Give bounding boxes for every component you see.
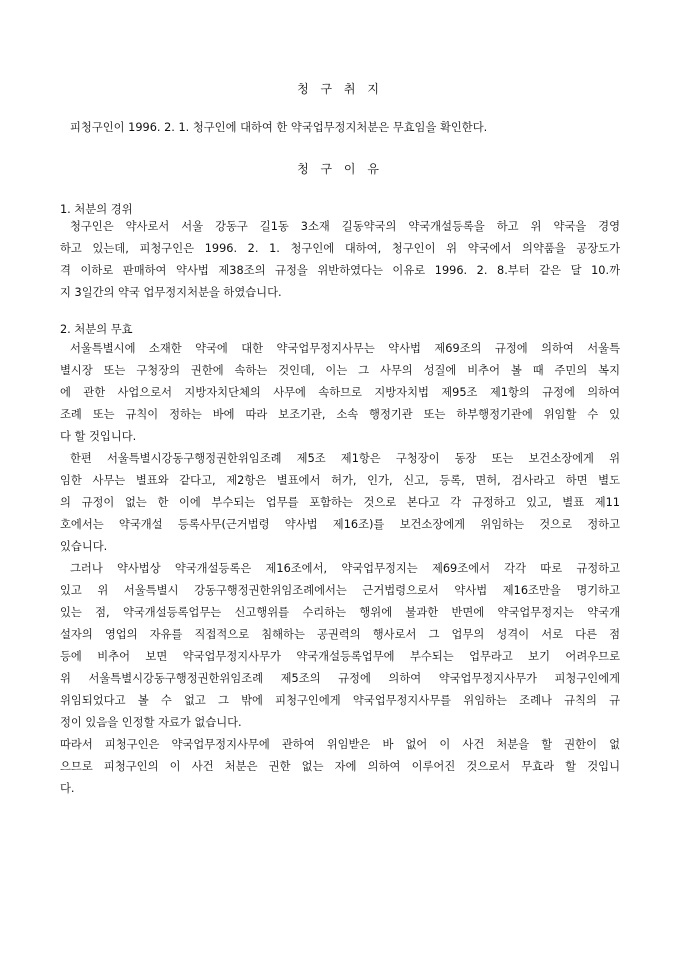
claim-purpose-heading: 청 구 취 지: [297, 82, 383, 96]
claim-reason-heading: 청 구 이 유: [297, 162, 383, 176]
section2-line: 위임되었다고 볼 수 없고 그 밖에 피청구인에게 약국업무정지사무를 위임하는 조례나 규칙의 규: [60, 694, 620, 707]
section2-line: 조례 또는 규칙이 정하는 바에 따라 보조기관, 소속 행정기관 또는 하부행정기관에 위임할 수 있: [60, 408, 620, 421]
section2-line: 있습니다.: [60, 540, 108, 553]
section2-line: 있는 점, 약국개설등록업무는 신고행위를 수리하는 행위에 불과한 반면에 약국업무정지는 약국개: [60, 606, 620, 619]
section2-line: 있고 위 서울특별시 강동구행정권한위임조례에서는 근거법령으로서 약사법 제16조만을 명기하고: [60, 584, 620, 597]
section1-title: 1. 처분의 경위: [60, 203, 133, 216]
section1-line: 하고 있는데, 피청구인은 1996. 2. 1. 청구인에 대하여, 청구인이 위 약국에서 의약품을 공장도가: [60, 242, 620, 255]
section2-line: 서울특별시에 소재한 약국에 대한 약국업무정지사무는 약사법 제69조의 규정에 의하여 서울특: [70, 342, 620, 355]
section2-line: 다.: [60, 782, 75, 795]
section2-line: 정이 있음을 인정할 자료가 없습니다.: [60, 716, 242, 729]
section1-line: 청구인은 약사로서 서울 강동구 길1동 3소재 길동약국의 약국개설등록을 하고 위 약국을 경영: [70, 220, 620, 233]
section2-line: 따라서 피청구인은 약국업무정지사무에 관하여 위임받은 바 없어 이 사건 처분을 할 권한이 없: [60, 738, 620, 751]
section2-line: 호에서는 약국개설 등록사무(근거법령 약사법 제16조)를 보건소장에게 위임하는 것으로 정하고: [60, 518, 620, 531]
section2-line: 위 서울특별시강동구행정권한위임조례 제5조의 규정에 의하여 약국업무정지사무가 피청구인에게: [60, 672, 620, 685]
section1-line: 격 이하로 판매하여 약사법 제38조의 규정을 위반하였다는 이유로 1996. 2. 8.부터 같은 달 10.까: [60, 264, 620, 277]
section2-line: 한편 서울특별시강동구행정권한위임조례 제5조 제1항은 구청장이 동장 또는 보건소장에게 위: [70, 452, 620, 465]
section2-line: 의 규정이 없는 한 이에 부수되는 업무를 포함하는 것으로 본다고 각 규정하고 있고, 별표 제11: [60, 496, 620, 509]
section2-line: 으므로 피청구인의 이 사건 처분은 권한 없는 자에 의하여 이루어진 것으로서 무효라 할 것입니: [60, 760, 620, 773]
claim-purpose-text: 피청구인이 1996. 2. 1. 청구인에 대하여 한 약국업무정지처분은 무효임을 확인한다.: [70, 121, 488, 134]
section2-line: 다 할 것입니다.: [60, 430, 137, 443]
section2-line: 설자의 영업의 자유를 직접적으로 침해하는 공권력의 행사로서 그 업무의 성격이 서로 다른 점: [60, 628, 620, 641]
section2-line: 임한 사무는 별표와 같다고, 제2항은 별표에서 허가, 인가, 신고, 등록, 면허, 검사라고 하면 별도: [60, 474, 620, 487]
section2-line: 그러나 약사법상 약국개설등록은 제16조에서, 약국업무정지는 제69조에서 각각 따로 규정하고: [70, 562, 620, 575]
section2-line: 에 관한 사업으로서 지방자치단체의 사무에 속하므로 지방자치법 제95조 제1항의 규정에 의하여: [60, 386, 620, 399]
section2-line: 별시장 또는 구청장의 권한에 속하는 것인데, 이는 그 사무의 성질에 비추어 볼 때 주민의 복지: [60, 364, 620, 377]
section2-line: 등에 비추어 보면 약국업무정지사무가 약국개설등록업무에 부수되는 업무라고 보기 어려우므로: [60, 650, 620, 663]
section2-title: 2. 처분의 무효: [60, 323, 133, 336]
section1-line: 지 3일간의 약국 업무정지처분을 하였습니다.: [60, 286, 282, 299]
